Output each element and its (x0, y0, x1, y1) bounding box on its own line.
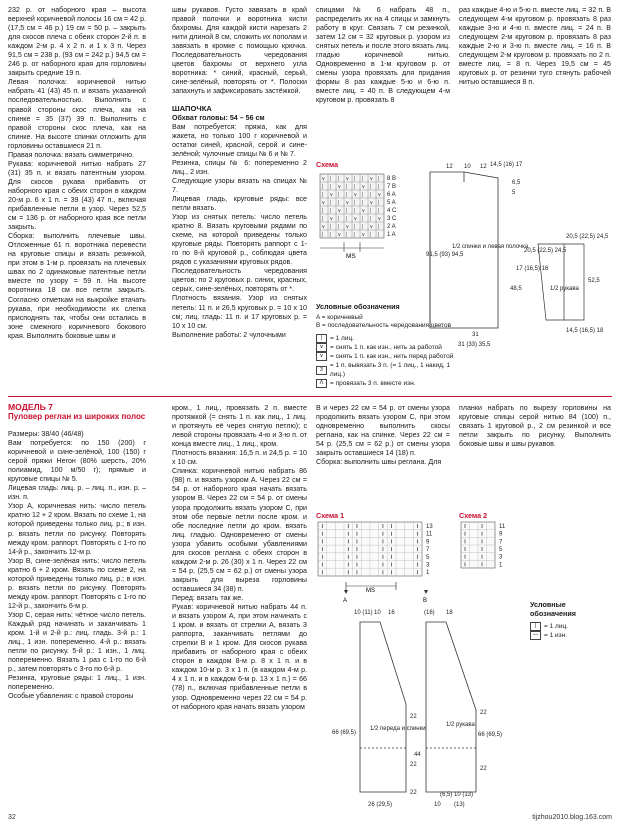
stitch-cell: | (361, 192, 363, 198)
scheme-top (316, 160, 338, 169)
scheme-row-label: 11 (426, 531, 433, 538)
dimension-label: 1/2 спинки и левая полочка (452, 244, 529, 250)
dimension-label: 22 (410, 762, 417, 768)
paragraph: Узор из снятых петель: число петель кратно 8. Вязать круговыми рядами по схеме, на которой приведены только круговые ряды. Повторять раппорт с 1-го по 8-й круговой р., соблюдая цвета рядов с указаниями круговых рядов. (172, 213, 307, 267)
stitch-cell: | (369, 216, 371, 222)
scheme-row-label: 3 C (387, 216, 397, 222)
dimension-label: 16 (388, 610, 395, 616)
shapka-title: ШАПОЧКА (172, 104, 212, 114)
paragraph: Размеры: 38/40 (46/48) (8, 430, 84, 438)
stitch-cell: | (345, 208, 347, 214)
scheme-row-label: 13 (426, 524, 433, 530)
stitch-cell: | (321, 192, 323, 198)
stitch-cell: | (345, 184, 347, 190)
pattern-bottom (330, 606, 530, 816)
scheme-row-label: 6 A (387, 192, 396, 198)
pattern-top (420, 160, 615, 360)
scheme-row-label: 5 A (387, 200, 396, 206)
paragraph: Сборка: выполнить швы реглана. Для (316, 458, 442, 467)
dimension-label: 17 (16,5) 16 (516, 266, 549, 272)
stitch-cell: ∨ (321, 176, 326, 182)
paragraph: Плотность вязания: 16,5 п. и 24,5 р. = 10 х 10 см. (172, 449, 307, 467)
stitch-cell: ∨ (337, 208, 342, 214)
legend-bottom-title: Условные обозначения (530, 600, 576, 618)
pattern-bottom-body (360, 622, 406, 792)
stitch-cell: | (353, 232, 355, 238)
dimension-label: (6,5) 10 (13) (440, 792, 474, 798)
model7-col-3 (316, 404, 450, 467)
paragraph: Последовательность чередования цветов: по 2 круговых р. синих, красных, серых, сине-зелёных, повторять от *. (172, 267, 307, 294)
knit-symbol-icon: | (316, 334, 327, 343)
dimension-label: 18 (446, 610, 453, 616)
paragraph: швы рукавов. Густо завязать в край правой полочки и воротника кисти бахромы. Для каждой кисти нарезать 2 нити длиной 8 см, сложить их пополам и завязать в кромке с помощью крючка. Последовательность чередования цветов бахромы от верхнего угла воротника: * синий, красный, серый, сине-зелёный, повторять от *. Полоски запахнуть и зафиксировать застёжкой. (172, 6, 307, 96)
dimension-label: 26 (29,5) (368, 802, 393, 808)
stitch-cell: | (345, 216, 347, 222)
pattern-top-body (430, 172, 498, 328)
stitch-cell: | (361, 224, 363, 230)
dimension-label: 10 (434, 802, 441, 808)
stitch-cell: | (345, 232, 347, 238)
stitch-cell: | (329, 232, 331, 238)
stitch-cell: ∨ (345, 176, 350, 182)
stitch-cell: ∨ (329, 216, 334, 222)
paragraph: Рукава: коричневой нитью набрать 27 (31) 35 п. и вязать патентным узором. Для скосов рукава прибавить от наборного края с обеих сторон в каждом 20-м р. 6 х 1 п. = 39 (43) 47 п., включая прибавленные петли в узор. Через 52,5 см = 136 р. от наборного края все петли закрыть. (8, 159, 146, 232)
dimension-label: 22 (410, 714, 417, 720)
paragraph: Узор С, серая нить: чётное число петель. Каждый ряд начинать и заканчивать 1 кром. 1-й и 2-й р.: лиц. гладь. 3-й р.: 1 лиц., 1 изн. попеременно. 4-й р.: вязать петли по рисунку. 5-й р.: 1 изн., 1 лиц. попеременно. Вязать 1 раз с 1-го по 6-й р., затем повторять с 3-го по 6-й р. (8, 610, 146, 674)
scheme1-grid (316, 520, 446, 608)
arrow-b-label: B (423, 598, 428, 604)
paragraph: Следующие узоры вязать на спицах № 7. (172, 176, 307, 194)
stitch-cell: ∨ (337, 232, 342, 238)
stitch-cell: | (345, 192, 347, 198)
stitch-cell: ∨ (361, 208, 366, 214)
stitch-cell: ∨ (345, 224, 350, 230)
dimension-label: 12 (480, 164, 487, 170)
stitch-cell: | (353, 224, 355, 230)
paragraph: Левая полочка: коричневой нитью набрать 41 (43) 45 п. и вязать указанной последовательностью. Выполнить с правой стороны скос плеча, как на спинке = 35 (37) 39 п. Выполнить с правой стороны скос плеча, как на спинке. На высоте спинки отложить для горловины оставшиеся 21 п. (8, 78, 146, 150)
dimension-label: 20,5 (22,5) 24,5 (524, 248, 567, 254)
legend-item: ∨ = снять 1 п. как изн., нить за работой (316, 343, 466, 352)
stitch-cell: | (321, 232, 323, 238)
paragraph: Лицевая гладь, круговые ряды: все петли вязать. (172, 194, 307, 212)
stitch-cell: ∨ (369, 224, 374, 230)
dimension-label: 66 (69,5) (478, 732, 503, 738)
stitch-cell: | (361, 216, 363, 222)
stitch-cell: ∨ (377, 216, 382, 222)
stitch-cell: | (353, 184, 355, 190)
legend-item: Λ = провязать 3 п. вместе изн. (316, 379, 466, 388)
scheme-row-label: 4 C (387, 208, 397, 214)
top-col-1 (8, 6, 146, 341)
knit-symbol-icon: | (530, 622, 541, 631)
stitch-cell: | (369, 192, 371, 198)
stitch-cell: ∨ (369, 176, 374, 182)
stitch-cell: | (353, 176, 355, 182)
scheme2-title: Схема 2 (459, 511, 488, 520)
paragraph: Резинка, спицы № 6: попеременно 2 лиц., 2 изн. (172, 158, 307, 176)
stitch-cell: | (337, 224, 339, 230)
model7-col-1 (8, 402, 146, 701)
stitch-cell: | (329, 200, 331, 206)
stitch-cell: | (361, 176, 363, 182)
scheme-row-label: 11 (499, 524, 506, 530)
paragraph: Спинка: коричневой нитью набрать 86 (98) п. и вязать узором А. Через 22 см = 54 р. от наборного края начать вязать узором В. Через 22 см = 54 р. от смены узора продолжить вязать узором С, при этом обе первые петли после кром. и обе последние петли до кром. вязать лиц. гладью. Одновременно от смены узора убавить особыми убавлениями для скосов реглана с обеих сторон в каждом 2-м р. 26 (30) х 1 п. Через 22 см = 54 р. (25,5 см = 62 р.) от смены узора закрыть для выреза горловины оставшиеся 34 (38) п. (172, 467, 307, 593)
legend-item: B = последовательность чередования цветов (316, 321, 451, 329)
dimension-label: 1/2 рукава (550, 286, 579, 292)
scheme-row-label: 1 A (387, 232, 396, 238)
paragraph: 232 р. от наборного края – высота верхней коричневой полосы 16 см = 42 р. (17,5 см = 46 р.) 19 см = 50 р. – закрыть для скосов плеча с обеих сторон 2-й п. в каждом 2-м р. 4 х 2 п. и 1 х 3 п. Через 91,5 см = 238 р. (93 см = 242 р.) 94,5 см = 246 р. от наборного края для горловины закрыть средние 19 п. (8, 6, 146, 78)
paragraph: спицами № 6 набрать 48 п., распределить их на 4 спицы и замкнуть работу в круг. Связать 7 см резинкой, затем 12 см = 32 круговых р. узором из снятых петель и после этого вязать лиц. гладью коричневой нитью. Одновременно в 1-м круговом р. от смены узора провязать для придания формы 8 раз каждые 5-ю и 6-ю п. вместе лиц. = 40 п. В следующем 4-м круговом р. провязать 8 (316, 6, 450, 105)
scheme2-grid (459, 520, 519, 590)
dimension-label: 66 (69,5) (332, 730, 357, 736)
dimension-label: 14,5 (16) 17 (490, 162, 523, 168)
paragraph: кром., 1 лиц., провязать 2 п. вместе протяжкой (= снять 1 п. как лиц., 1 лиц. и протянуть её через снятую петлю); с левой стороны провязать 4-ю и 3-ю п. от конца вместе лиц., 1 лиц., кром. (172, 404, 307, 449)
dimension-label: 48,5 (510, 286, 522, 292)
stitch-cell: ∨ (369, 200, 374, 206)
scheme-row-label: 1 (426, 570, 430, 577)
paragraph: Сборка: выполнить плечевые швы. Отложенные 61 п. воротника перевести на круговые спицы и вязать резинкой, при этом в 1-м р. провязать на плечевых швах по 2 одинаковые патентные петли вместе по узору = 59 п. На высоте воротника 18 см все петли закрыть. Согласно отметкам на выкройке втачать рукава, при необходимости их слегка присподнять так, чтобы они остались в зоне смежного коричневого бокового края. Выполнить боковые швы и (8, 232, 146, 340)
stitch-cell: ∨ (321, 224, 326, 230)
dimension-label: 1/2 рукава (446, 722, 475, 728)
stitch-cell: ∨ (321, 200, 326, 206)
paragraph: Вам потребуется: пряжа, как для жакета, но только 100 г коричневой и остатки синей, красной, серой и сине-зелёной; чулочные спицы № 6 и № 7. (172, 122, 307, 158)
paragraph: В и через 22 см = 54 р. от смены узора продолжить вязать узором С, при этом одновременно выполнить скосы реглана, как на спинке. Через 22 см = 54 р. (25,5 см = 62 р.) от смены узора закрыть оставшиеся 14 (18) п. (316, 404, 450, 458)
scheme-row-label: 7 B (387, 184, 397, 190)
dimension-label: 91,5 (93) 94,5 (426, 252, 464, 258)
stitch-cell: | (329, 184, 331, 190)
scheme-row-label: 3 (499, 554, 503, 561)
legend-item: | = 1 лиц. (316, 334, 466, 343)
stitch-cell: | (377, 200, 379, 206)
stitch-cell: | (329, 176, 331, 182)
stitch-cell: | (369, 184, 371, 190)
scheme-row-label: 9 (426, 539, 430, 546)
scheme-ms-label: MS (346, 253, 356, 260)
stitch-cell: | (353, 200, 355, 206)
stitch-cell: | (377, 232, 379, 238)
paragraph: Особые убавления: с правой стороны (8, 692, 134, 701)
legend-item: A = коричневый (316, 314, 363, 321)
stitch-cell: ∨ (345, 200, 350, 206)
stitch-cell: ∨ (329, 192, 334, 198)
paragraph: Рукав: коричневой нитью набрать 44 п. и вязать узором А, при этом начинать с 1 кром. и вязать от стрелки A, вязать 3 раппорта, заканчивать петлями до стрелки В и 1 кром. Для скосов рукава прибавить от наборного края с обеих сторон в каждом 8-м р. 8 х 1 п. и в каждом 10-м р. 3 х 1 п. (в каждом 4-м р. 4 х 1 п. и в каждом 6-м р. 13 х 1 п.) = 66 (78) п., включая прибавленные петли в узор. Одновременно через 22 см = 54 р. от наборного края начать вязать узором (172, 603, 307, 711)
decrease-symbol-icon: Λ (316, 379, 327, 388)
scheme-row-label: 5 (426, 554, 430, 561)
scheme-top-title: Схема (316, 160, 339, 169)
dimension-label: 44 (414, 752, 421, 758)
stitch-cell: | (329, 224, 331, 230)
scheme-row-label: 8 B (387, 176, 397, 182)
paragraph: Лицевая гладь: лиц. р. – лиц. п., изн. р. – изн. п. (8, 484, 146, 502)
stitch-cell: | (377, 184, 379, 190)
stitch-cell: | (353, 208, 355, 214)
paragraph: Выполнение работы: 2 чулочными (172, 330, 286, 339)
paragraph: планки набрать по вырезу горловины на круговые спицы серой нитью 84 (100) п., связать 1 круговой р., 2 см резинкой и все петли закрыть по рисунку. Выполнить боковые швы и швы рукавов. (459, 404, 611, 449)
paragraph: Правая полочка: вязать симметрично. (8, 150, 135, 159)
model-subtitle: Пуловер реглан из широких полос (8, 412, 146, 421)
legend-item: — = 1 изн. (530, 631, 612, 640)
stitch-cell: | (337, 200, 339, 206)
scheme-row-label: 7 (499, 539, 503, 546)
stitch-cell: | (321, 184, 323, 190)
stitch-cell: | (337, 216, 339, 222)
legend-item: ∨ = снять 1 п. как изн., нить перед работой (316, 352, 466, 361)
paragraph: Плотность вязания. Узор из снятых петель: 11 п. и 26,5 круговых р. = 10 х 10 см; лиц. гладь: 11 п. и 17 круговых р. = 10 х 10 см. (172, 294, 307, 330)
paragraph: Узор А, коричневая нить: число петель кратно 12 + 2 кром. Вязать по схеме 1, на которой приведены только лиц. р.; в изн. р. вязать петли по рисунку. Повторять между кром. раппорт. Повторять с 1-го по 14-й р., закончить 12-м р. (8, 502, 146, 556)
scheme1-title: Схема 1 (316, 511, 345, 520)
legend-item: 3 = 1 п. вывязать 3 п. (= 1 лиц., 1 накид, 1 лиц.) (316, 361, 466, 379)
dimension-label: (16) (424, 610, 435, 616)
dimension-label: 6,5 (512, 180, 521, 186)
stitch-cell: | (377, 224, 379, 230)
scheme-row-label: 2 A (387, 224, 396, 230)
top-col-2 (172, 6, 307, 340)
paragraph: Перед: вязать так же. (172, 593, 244, 602)
dimension-label: 10 (374, 610, 381, 616)
legend-item: | = 1 лиц. (530, 622, 612, 631)
scheme-row-label: 9 (499, 531, 503, 538)
dimension-label: 10 (464, 164, 471, 170)
dimension-label: 14,5 (16,5) 18 (566, 328, 604, 334)
dimension-label: 12 (446, 164, 453, 170)
increase-symbol-icon: 3 (316, 366, 327, 375)
paragraph: Вам потребуется: по 150 (200) г коричневой и сине-зелёной, 100 (150) г серой пряжи Нerон (80% шерсть, 20% полиамид, 100 м/50 г); прямые и круговые спицы № 5. (8, 439, 146, 484)
paragraph: Обхват головы: 54 – 56 см (172, 113, 265, 122)
source-url: tijzhou2010.blog.163.com (532, 814, 612, 821)
stitch-cell: | (361, 200, 363, 206)
stitch-cell: | (329, 208, 331, 214)
dimension-label: 52,5 (588, 278, 600, 284)
scheme1-ms: MS (366, 588, 375, 594)
stitch-cell: ∨ (337, 184, 342, 190)
legend-bottom (530, 600, 612, 640)
scheme-row-label: 1 (499, 562, 503, 569)
model7-col-4 (459, 404, 611, 449)
stitch-cell: | (377, 176, 379, 182)
scheme-row-label: 7 (426, 547, 430, 554)
dimension-label: 22 (410, 790, 417, 796)
arrow-a-label: A (343, 598, 348, 604)
dimension-label: 22 (480, 710, 487, 716)
dimension-label: 10 (11) (354, 610, 373, 616)
dimension-label: 31 (472, 332, 479, 338)
stitch-cell: | (337, 192, 339, 198)
stitch-cell: | (321, 216, 323, 222)
stitch-cell: ∨ (377, 192, 382, 198)
model7-col-2 (172, 404, 307, 712)
stitch-cell: | (369, 232, 371, 238)
scheme-row-label: 5 (499, 546, 503, 553)
page-number: 32 (8, 814, 16, 821)
section-divider (8, 396, 612, 397)
dimension-label: 31 (33) 35,5 (458, 342, 491, 348)
scheme-top-grid (318, 172, 418, 264)
paragraph: Узор В, сине-зелёная нить: число петель кратно 6 + 2 кром. Вязать по схеме 2, на которой приведены только лиц. р.; в изн. р. вязать петли по рисунку. Повторять между кром. раппорт. Повторять с 1-го по 12-й р., закончить 6-м р. (8, 556, 146, 610)
paragraph: Резинка, круговые ряды: 1 лиц., 1 изн. попеременно. (8, 674, 146, 692)
legend-top-title: Условные обозначения (316, 302, 400, 311)
dimension-label: 22 (480, 766, 487, 772)
dimension-label: (13) (454, 802, 465, 808)
slip-back-symbol-icon: ∨ (316, 343, 327, 352)
top-col-3 (316, 6, 450, 106)
top-col-4 (459, 6, 611, 87)
model-title: МОДЕЛЬ 7 (8, 402, 53, 412)
stitch-cell: ∨ (353, 216, 358, 222)
stitch-cell: | (337, 176, 339, 182)
dimension-label: 20,5 (22,5) 24,5 (566, 234, 609, 240)
dimension-label: 5 (512, 190, 516, 196)
stitch-cell: ∨ (353, 192, 358, 198)
stitch-cell: ∨ (361, 232, 366, 238)
stitch-cell: | (321, 208, 323, 214)
slip-front-symbol-icon: ∨ (316, 352, 327, 361)
stitch-cell: | (369, 208, 371, 214)
paragraph: раз каждые 4-ю и 5-ю п. вместе лиц. = 32 п. В следующем 4-м круговом р. провязать 8 раз каждые 3-ю и 4-ю п. вместе лиц. = 24 п. В следующем 2-м круговом р. провязать 8 раз каждые 2-ю и 3-ю п. вместе лиц. = 16 п. В следующем 2-м круговом р. провязать по 2 п. вместе лиц. = 8 п. Через 19,5 см = 45 круговых р. от резинки туго стянуть рабочей нитью оставшиеся 8 п. (459, 6, 611, 87)
scheme-row-label: 3 (426, 562, 430, 569)
pattern-top-sleeve (538, 244, 584, 320)
pattern-bottom-sleeve (426, 622, 476, 792)
purl-symbol-icon: — (530, 631, 541, 640)
stitch-cell: ∨ (361, 184, 366, 190)
dimension-label: 1/2 переда и спинки (370, 726, 426, 732)
stitch-cell: | (377, 208, 379, 214)
